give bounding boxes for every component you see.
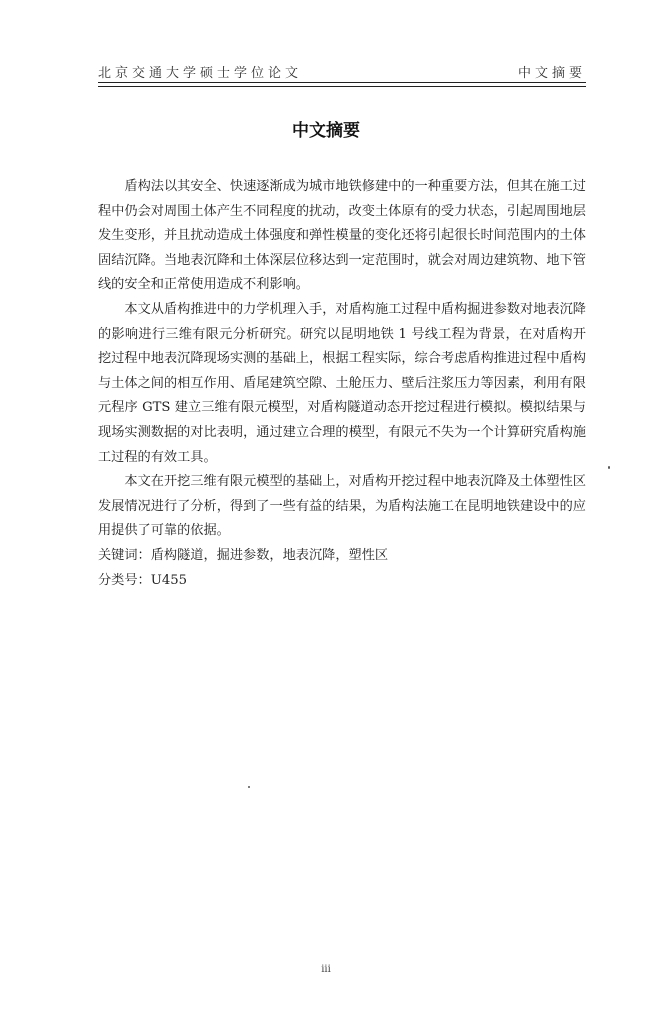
scan-speck — [248, 786, 250, 788]
abstract-body — [98, 175, 586, 593]
header-rule-thick — [98, 82, 586, 83]
abstract-paragraph-1: 盾构法以其安全、快速逐渐成为城市地铁修建中的一种重要方法，但其在施工过程中仍会对周围土体产生不同程度的扰动，改变土体原有的受力状态，引起周围地层发生变形，并且扰动造成土体强度和弹性模量的变化还将引起很长时间范围内的土体固结沉降。当地表沉降和土体深层位移达到一定范围时，就会对周边建筑物、地下管线的安全和正常使用造成不利影响。 — [98, 179, 586, 293]
page-title: 中文摘要 — [292, 121, 360, 141]
header-university-thesis: 北京交通大学硕士学位论文 — [98, 66, 303, 81]
running-header — [98, 60, 586, 84]
keywords-line: 关键词：盾构隧道，掘进参数，地表沉降，塑性区 — [98, 547, 389, 563]
classification-line: 分类号：U455 — [98, 572, 188, 588]
page-number: iii — [321, 964, 331, 975]
header-section-name: 中文摘要 — [517, 66, 586, 81]
abstract-paragraph-3: 本文在开挖三维有限元模型的基础上，对盾构开挖过程中地表沉降及土体塑性区发展情况进行了分析，得到了一些有益的结果，为盾构法施工在昆明地铁建设中的应用提供了可靠的依据。 — [98, 474, 586, 539]
abstract-paragraph-2: 本文从盾构推进中的力学机理入手，对盾构施工过程中盾构掘进参数对地表沉降的影响进行三维有限元分析研究。研究以昆明地铁 1 号线工程为背景，在对盾构开挖过程中地表沉降现场实测的基础上，根据工程实际，综合考虑盾构推进过程中盾构与土体之间的相互作用、盾尾建筑空隙、土舱压力、壁后注浆压力等因素，利用有限元程序 GTS 建立三维有限元模型，对盾构隧道动态开挖过程进行模拟。模拟结果与现场实测数据的对比表明，通过建立合理的模型，有限元不失为一个计算研究盾构施工过程的有效工具。 — [98, 301, 586, 465]
header-rule-thin — [98, 86, 586, 87]
scan-speck — [608, 466, 610, 469]
